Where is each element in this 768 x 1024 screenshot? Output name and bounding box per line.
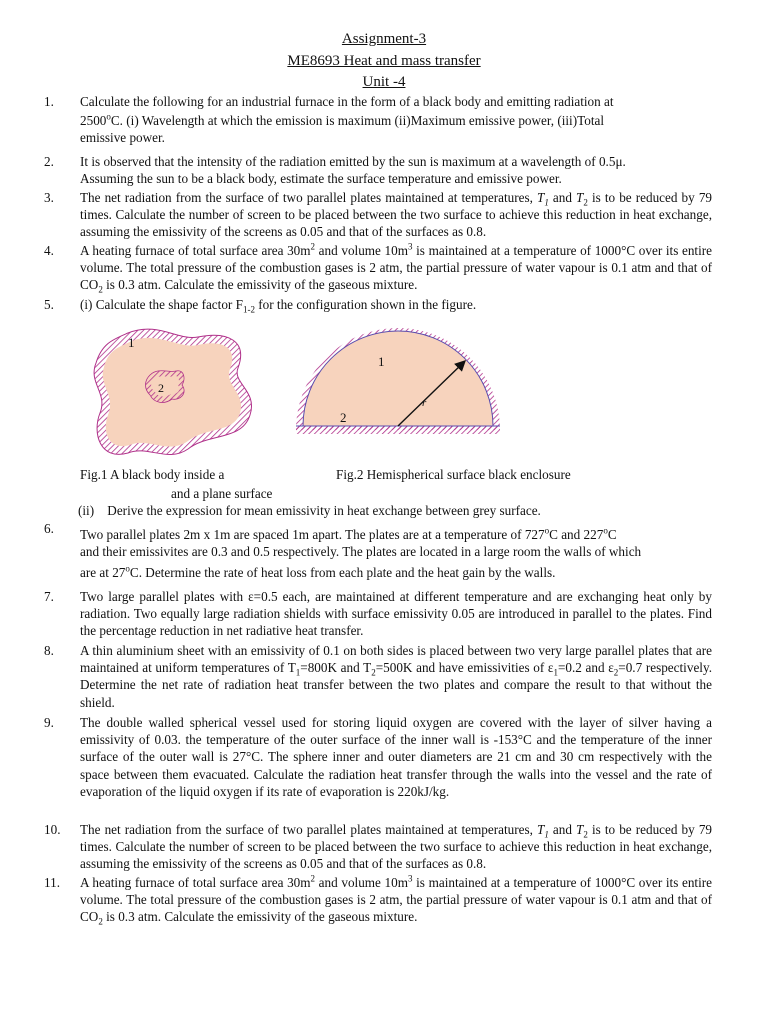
question-number: 10.: [44, 822, 61, 837]
fig1-caption-line1: Fig.1 A black body inside a: [80, 467, 225, 482]
question-8: A thin aluminium sheet with an emissivity of 0.1 on both sides is placed between two very large parallel plates that are maintained at uniform temperatures of $T_1=800K$ and $T_2=500K$ and have emissivities of $\varepsilon_1=0.2$ and $\varepsilon_2=0.7$ respectively. Determine the net rate of radiation heat transfer between the two plates and compare the result to that without the shield.: [80, 643, 712, 710]
question-number: 3.: [44, 190, 54, 205]
question-6: Two parallel plates 2m x 1m are spaced 1m apart. The plates are at a temperature of 727$^o$C and 227$^o$C and their emissivites are 0.3 and 0.5 respectively. The plates are located in a large room the walls of which are at 27$^o$C. Determine the rate of heat loss from each plate and the heat gain by the walls.: [80, 526, 712, 582]
question-text: Assuming the sun to be a black body, estimate the surface temperature and emissive power.: [80, 171, 562, 187]
question-9: The double walled spherical vessel used for storing liquid oxygen are covered with the layer of silver having a emissivity of 0.03. the temperature of the outer surface of the inner wall is -153°C and the temperature of the inner surface of the outer wall is 27°C. The sphere inner and outer diameters are 21 cm and 30 cm respectively with the space between them evacuated. Calculate the radiation heat transfer through the walls into the vessel and the rate of evaporation of the liquid oxygen if its rate of evaporation is 220kJ/kg.: [80, 715, 712, 799]
question-5: (i) Calculate the shape factor $F_{1-2}$ for the configuration shown in the figure.: [80, 297, 477, 315]
question-1: Calculate the following for an industrial furnace in the form of a black body and emitting radiation at 2500$^o$C. (i) Wavelength at which the emission is maximum (ii)Maximum emissive power, (iii)Total emissive power.: [80, 93, 712, 147]
fig2-label-2: 2: [340, 410, 347, 425]
question-number: 1.: [44, 94, 54, 109]
question-2: [80, 153, 712, 187]
question-number: 11.: [44, 875, 60, 890]
question-10: The net radiation from the surface of two parallel plates maintained at temperatures, $T_1$ and $T_2$ is to be reduced by 79 times. Calculate the number of screen to be placed between the two surface to achieve this reduction in heat exchange, assuming the emissivity of the screens as 0.05 and that of the surfaces as 0.8.: [80, 822, 713, 872]
question-text: C. (i) Wavelength at which the emission is maximum (ii)Maximum emissive power, (iii)Total: [110, 113, 605, 129]
course-title: ME8693 Heat and mass transfer: [287, 53, 481, 69]
question-number: 7.: [44, 589, 54, 604]
question-11: A heating furnace of total surface area $30m^2$ and volume $10m^3$ is maintained at a temperature of 1000°C over its entire volume. The total pressure of the combustion gases is 2 atm, the partial pressure of water vapour is 0.1 atm and that of $CO_2$ is 0.3 atm. Calculate the emissivity of the gaseous mixture.: [80, 873, 712, 928]
question-7: Two large parallel plates with ε=0.5 each, are maintained at different temperature and are exchanging heat only by radiation. Two equally large radiation shields with surface emissivity 0.05 are introduced in parallel to the plates. Find the percentage reduction in net radiative heat transfer.: [80, 589, 712, 639]
question-text: 2500: [80, 113, 107, 129]
fig1-caption-line2: and a plane surface: [171, 486, 273, 501]
fig2-label-1: 1: [378, 354, 385, 369]
question-number: 5.: [44, 297, 54, 312]
assignment-title: Assignment-3: [341, 31, 427, 47]
fig2-label-r: r: [422, 397, 427, 409]
question-text: It is observed that the intensity of the radiation emitted by the sun is maximum at a wavelength of 0.5μ.: [80, 154, 626, 169]
question-text: emissive power.: [80, 130, 165, 146]
fig2-caption: Fig.2 Hemispherical surface black enclosure: [336, 467, 571, 482]
fig1-label-inner: 2: [158, 381, 164, 395]
base-plate-hatch: [296, 426, 500, 434]
fig1-label-outer: 1: [128, 335, 135, 350]
unit-title: Unit -4: [362, 74, 406, 90]
question-4: A heating furnace of total surface area $30m^2$ and volume $10m^3$ is maintained at a temperature of 1000°C over its entire volume. The total pressure of the combustion gases is 2 atm, the partial pressure of water vapour is 0.1 atm and that of $CO_2$ is 0.3 atm. Calculate the emissivity of the gaseous mixture.: [80, 241, 712, 296]
question-number: 6.: [44, 521, 54, 536]
question-3: The net radiation from the surface of two parallel plates maintained at temperatures, $T_1$ and $T_2$ is to be reduced by 79 times. Calculate the number of screen to be placed between the two surface to achieve this reduction in heat exchange, assuming the emissivity of the screens as 0.05 and that of the surfaces as 0.8.: [80, 190, 713, 240]
question-5-part-ii: (ii) Derive the expression for mean emissivity in heat exchange between grey surface.: [78, 503, 541, 518]
figure-1: [88, 323, 268, 463]
question-number: 4.: [44, 243, 54, 258]
question-text: and their emissivites are 0.3 and 0.5 respectively. The plates are located in a large room the walls of which: [80, 544, 642, 560]
question-number: 8.: [44, 643, 54, 658]
question-text: Calculate the following for an industrial furnace in the form of a black body and emitting radiation at: [80, 94, 614, 109]
dome-fill: [303, 331, 493, 426]
question-number: 9.: [44, 715, 54, 730]
question-number: 2.: [44, 154, 54, 169]
figure-2: [292, 320, 504, 436]
